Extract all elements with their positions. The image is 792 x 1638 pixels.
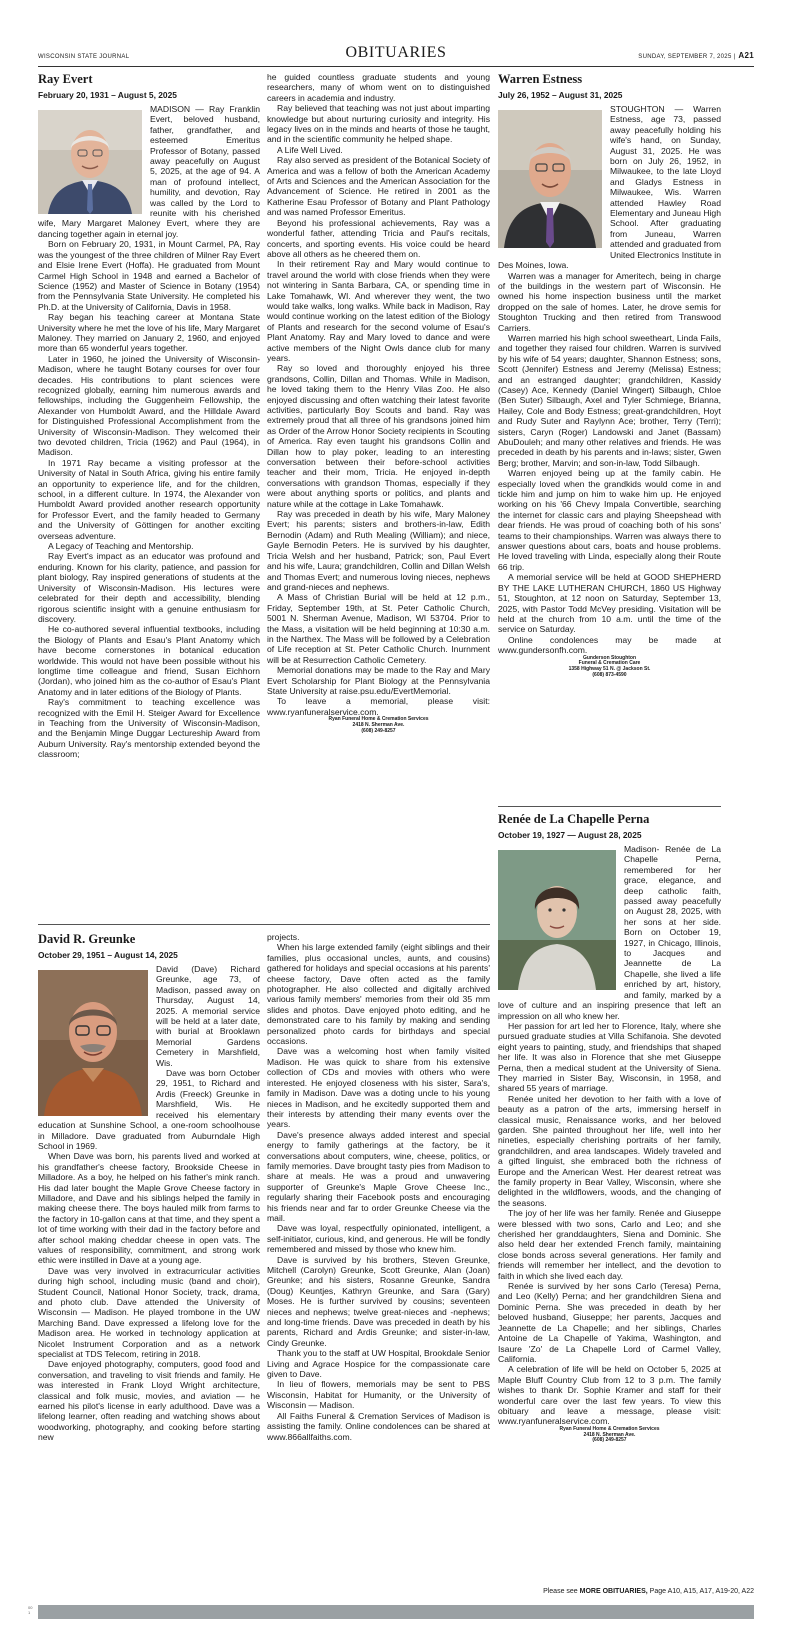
obit-paragraph: Madison- Renée de La Chapelle Perna, remembered for her grace, elegance, and deep catholic faith, passed away peacefully on August 28, 2025, with her sons at her side. Born on October 19, 1927, in Chicago, Illinois, to Jacques and Jeannette de La Chapelle, she lived a life enriched by art, history, and family, marked by a love of culture and an inspiring presence that left an impression on all who knew her. [498, 844, 721, 1021]
obit-greunke-col2 [267, 932, 490, 1582]
footer-prefix: Please see [543, 1588, 578, 1595]
obit-paragraph: MADISON — Ray Franklin Evert, beloved husband, father, grandfather, and esteemed Emeritus Professor of Botany, passed away peacefully on August 5, 2025, at the age of 94. A man of profound intellect, humility, and devotion, Ray was called by the Lord to reunite with his cherished wife, Mary Margaret Maloney Evert, where they are dancing together again in eternal joy. [38, 104, 260, 239]
obit-paragraph: STOUGHTON — Warren Estness, age 73, passed away peacefully holding his wife's hand, on Sunday, August 31, 2025. He was born on July 26, 1952, in Milwaukee, to the late Lloyd and Gladys Estness in Milwaukee, Wis. Warren attended Hawley Road Elementary and Juneau High School. After graduating from Juneau, Warren attended and graduated from United Electronics Institute in Des Moines, Iowa. [498, 104, 721, 271]
obit-perna [498, 812, 721, 1582]
obit-paragraph: Beyond his professional achievements, Ray was a wonderful father, attending Tricia and Paul's recitals, concerts, and sporting events. His voice could be heard above all others as he cheered them on. [267, 217, 490, 259]
obit-greunke-col1 [38, 932, 260, 1582]
obit-paragraph: In lieu of flowers, memorials may be sent to PBS Wisconsin, Habitat for Humanity, or the University of Wisconsin — Madison. [267, 1379, 490, 1411]
section-divider [498, 806, 721, 807]
section-title: OBITUARIES [345, 44, 447, 61]
page-header [38, 44, 754, 67]
obit-paragraph: To leave a memorial, please visit: www.ryanfuneralservice.com. [267, 696, 490, 717]
obit-paragraph: He co-authored several influential textbooks, including the Biology of Plants and Esau's Plant Anatomy which have become cornerstones in botanical education worldwide. This would not have been possible without his longtime time colleague and friend, Susan Eichhorn (Jordan), who joined him as the co-author of Esau's Plant Anatomy and in later editions of the Biology of Plants. [38, 624, 260, 697]
obit-paragraph: Dave was born October 29, 1951, to Richard and Ardis (Freeck) Greunke in Marshfield, Wis. He received his elementary education at Sunshine School, a one-room schoolhouse in Milladore. Dave graduated from Auburndale High School in 1969. [38, 1068, 260, 1151]
obit-evert-col1 [38, 72, 260, 888]
obit-paragraph: Dave's presence always added interest and special energy to family gatherings at the factory, be it conversations about computers, wine, cheese, politics, or family memories. Dave brought tasty pies from Madison to share at meals. He was a proud and unwavering supporter of Greunke's Maple Grove Cheese Inc., regularly sharing their Facebook posts and encouraging his friends near and far to order Greunke Cheese via the mail. [267, 1129, 490, 1223]
obit-paragraph: Ray believed that teaching was not just about imparting knowledge but about nurturing curiosity and integrity. His legacy lives on in the minds and hearts of those he taught, and in the scientific community he helped shape. [267, 103, 490, 145]
page-number: A21 [738, 51, 754, 60]
obit-paragraph: projects. [267, 932, 300, 942]
funeral-home-phone: (608) 249-8257 [592, 1437, 627, 1444]
folio-line: 00 [28, 1605, 33, 1610]
funeral-home-phone: (608) 873-4590 [592, 671, 627, 678]
obit-paragraph: A Mass of Christian Burial will be held at 12 p.m., Friday, September 19th, at St. Peter Catholic Church, 5001 N. Sherman Avenue, Madison, WI 53704. Prior to the Mass, a visitation will be held beginning at 10:30 a.m. in the Narthex. The Mass will be followed by a Celebration of Life reception at St. Peter Catholic Church. Inurnment will be at Resurrection Catholic Cemetery. [267, 592, 490, 665]
funeral-home-address: 1358 Highway 51 N. @ Jackson St. [568, 666, 651, 673]
folio-line: 1 [28, 1610, 31, 1615]
portrait-photo [38, 970, 148, 1116]
obit-dates: October 19, 1927 — August 28, 2025 [498, 830, 642, 840]
obit-paragraph: All Faiths Funeral & Cremation Services of Madison is assisting the family. Online condolences can be shared at www.866allfaiths.com. [267, 1410, 490, 1442]
portrait-photo [498, 110, 602, 248]
obit-paragraph: A Legacy of Teaching and Mentorship. [48, 541, 194, 552]
funeral-home-address: 2418 N. Sherman Ave. [352, 721, 405, 728]
funeral-home-tagline: Funeral & Cremation Care [578, 660, 641, 667]
obit-paragraph: he guided countless graduate students and young researchers, many of whom went on to distinguished careers in academia and industry. [267, 72, 490, 103]
section-divider [38, 924, 490, 925]
obit-paragraph: Dave is survived by his brothers, Steven Greunke, Mitchell (Carolyn) Greunke, Scott Greunke, Alan (Joan) Greunke; and his sisters, Rosanne Greunke, Sandra (Doug) Keuntjes, Kathryn Greunke, and Sara (Gary) Moses. He is further survived by cousins; seventeen nieces and nephews; twelve great-nieces and -nephews; and long-time friends. Dave was preceded in death by his parents, Richard and Ardis Greunke; and sister-in-law, Cindy Greunke. [267, 1254, 490, 1348]
obit-paragraph: Dave was a welcoming host when family visited Madison. He was quick to share from his extensive collection of CDs and movies with others who were interested. He enjoyed closeness with his sister, Sara's, family in Madison. Dave was a doting uncle to his young nieces in Madison, and he excitedly supported them and their interests by attending their many events over the years. [267, 1046, 490, 1130]
obit-paragraph: In 1971 Ray became a visiting professor at the University of Natal in South Africa, giving his entire family an opportunity to experience life, and for the children, school, in a different culture. In 1974, the Alexander von Humboldt Award provided another research opportunity for Professor Evert, and the family headed to Germany and the University of Göttingen for another exciting overseas adventure. [38, 457, 260, 541]
obit-paragraph: Thank you to the staff at UW Hospital, Brookdale Senior Living and Agrace Hospice for the compassionate care given to Dave. [267, 1348, 490, 1380]
obit-paragraph: Her passion for art led her to Florence, Italy, where she pursued graduate studies at Villa Schifanoia. She devoted eight years to painting, study, and friendships that shaped her life. It was also in Florence that she met Giuseppe Perna, then a medical student at the University of Siena. They married in Sister Bay, Wisconsin, in 1958, and shared 55 years of marriage. [498, 1020, 721, 1094]
obit-name: Warren Estness [498, 72, 583, 86]
obit-paragraph: Memorial donations may be made to the Ray and Mary Evert Scholarship for Plant Biology at the Pennsylvania State University at raise.psu.edu/EvertMemorial. [267, 665, 490, 696]
obit-paragraph: Ray also served as president of the Botanical Society of America and was a fellow of both the American Academy of Arts and Sciences and the American Association for the Advancement of Science. He retired in 2001 as the Katherine Esau Professor of Botany and Plant Pathology and was named Professor Emeritus. [267, 155, 490, 218]
funeral-home-name: Ryan Funeral Home & Cremation Services [328, 716, 429, 723]
obit-paragraph: Warren enjoyed being up at the family cabin. He especially loved when the grandkids would come in and tickle him and jump on him to wake him up. He enjoyed working on his '66 Chevy Impala Convertible, searching the internet for classic cars and playing Sheepshead with dear friends. He was proud of coaching both of his sons' teams to their championships. Warren was always there to answer questions about cars, boats and house problems. He loved traveling with Linda, especially along their Route 66 trip. [498, 468, 721, 572]
obit-paragraph: Warren was a manager for Ameritech, being in charge of the buildings in the western part of Wisconsin. He owned his home inspection business until the market dropped on the sale of homes. Later, he drove semis for Stoughton Trucking and then retired from Transwood Carriers. [498, 270, 721, 333]
obit-paragraph: When his large extended family (eight siblings and their families, plus occasional uncles, aunts, and cousins) gathered for holidays and special occasions at his parents' cheese factory, Dave often acted as the family photographer. He also collected and digitally archived various family members' memories from their old 35 mm slides and photos. Dave enjoyed photo editing, and he demonstrated care to his family by making and sending personalized photo cards for birthdays and special occasions. [267, 942, 490, 1047]
obit-dates: February 20, 1931 – August 5, 2025 [38, 90, 177, 100]
obit-paragraph: Renée is survived by her sons Carlo (Teresa) Perna, and Leo (Kelly) Perna; and her grandchildren Siena and Dominic Perna. She was preceded in death by her beloved husband, Giuseppe; her parents, Jacques and Jeannette de La Chapelle; and her siblings, Charles Antoine de La Chapelle of Yakima, Washington, and Isaure 'Zo' de La Chapelle Lord of Carmel Valley, California. [498, 1281, 721, 1364]
footer-label: MORE OBITUARIES, [579, 1588, 648, 1595]
obit-paragraph: When Dave was born, his parents lived and worked at his grandfather's cheese factory, Brookside Cheese in Milladore. As a boy, he helped on his father's mink ranch. His dad later bought the Maple Grove Cheese factory in Milladore, and Dave and his siblings helped the family in making cheese there. The boys hauled milk from farms to the factory in 10-gallon cans at that time, and they spent a lot of time working with their dad in the factory before and after school making cheddar cheese in open vats. The values of responsibility, commitment, and strong work ethic were instilled in Dave at a young age. [38, 1151, 260, 1266]
obit-dates: July 26, 1952 – August 31, 2025 [498, 90, 623, 100]
obit-paragraph: Dave was loyal, respectfully opinionated, intelligent, a self-initiator, curious, kind, and generous. He will be fondly remembered and missed by those who knew him. [267, 1223, 490, 1255]
obit-paragraph: Warren married his high school sweetheart, Linda Fails, and together they raised four children. Warren is survived by his wife of 54 years; daughter, Shannon Estness; sons, Scott (Jennifer) Estness and Jeremy (Melissa) Estness; and an estranged daughter; grandchildren, Kassidy (Casey) Ace, Kennedy (Daniel Wingert) Silbaugh, Chloe (Ben Suter) Silbaugh, Axel and Tyler Schmiege, Brianna, Hailey, Cole and Body Estness; great-grandchildren, Hoyt and Rudy Suter and Raylynn Ace; brother, Terry (Terri); sisters, Caryn (Roger) Landowski and Janet (Bassam) AbuDouleh; and many other relatives and friends. He was preceded in death by his parents and in-laws; sister, Gwen Berg; brother, Marvin; and son-in-law, Todd Silbaugh. [498, 332, 721, 468]
obit-paragraph: Renée united her devotion to her faith with a love of beauty as a patron of the arts, immersing herself in classical music, Renaissance works, and her beloved garden. She painted throughout her life, well into her nineties, especially cherishing portraits of her family, grandchildren, and area landscapes. Widely traveled and a gifted linguist, she embraced both the richness of Europe and the American West. Her dearest retreat was the family property in Bear Valley, Wisconsin, where she delighted in the wildflowers, woods, and the changing of the seasons. [498, 1093, 721, 1208]
obit-paragraph: Ray began his teaching career at Montana State University where he met the love of his life, Mary Margaret Maloney. They married on January 2, 1960, and enjoyed more than 65 wonderful years together. [38, 312, 260, 354]
obit-evert-col2 [267, 72, 490, 888]
obit-paragraph: A Life Well Lived. [277, 144, 343, 155]
funeral-home-notice [498, 656, 721, 679]
obit-paragraph: Ray's commitment to teaching excellence was recognized with the Emil H. Steiger Award for Excellence in Teaching from the University of Wisconsin-Madison, and the Benjamin Minge Duggar Lectureship Award from Auburn University. Ray's mentorship extended beyond the classroom; [38, 697, 260, 760]
footer-bar [38, 1605, 754, 1619]
obit-estness [498, 72, 721, 777]
funeral-home-phone: (608) 249-8257 [361, 727, 396, 734]
funeral-home-name: Gunderson Stoughton [582, 654, 637, 661]
funeral-home-notice [498, 1427, 721, 1444]
more-obituaries-note [543, 1588, 754, 1595]
obit-name: David R. Greunke [38, 932, 136, 946]
funeral-home-address: 2418 N. Sherman Ave. [583, 1431, 636, 1438]
header-date: SUNDAY, SEPTEMBER 7, 2025 [638, 54, 732, 60]
header-separator: | [733, 54, 736, 60]
folio-mark [28, 1605, 32, 1615]
obit-paragraph: The joy of her life was her family. Renée and Giuseppe were blessed with two sons, Carlo and Leo; and she cherished her granddaughters, Siena and Dominic. She also held dear her extended French family, maintaining close bonds across several generations. Her family and friends will remember her intellect, and the devotion to faith in which she lived each day. [498, 1208, 721, 1281]
obit-paragraph: A celebration of life will be held on October 5, 2025 at Maple Bluff Country Club from 12 to 3 p.m. The family wishes to thank Dr. Sophie Kramer and staff for their wonderful care over the last few years. To view this obituary and leave a message, please visit: www.ryanfuneralservice.com. [498, 1364, 721, 1427]
portrait-photo [38, 110, 142, 214]
obit-paragraph: Ray was preceded in death by his wife, Mary Maloney Evert; his parents; sisters and brothers-in-law, Edith Bernodin (Adam) and Ruth Mealing (William); and niece, Gayle Bernodin Peters. He is survived by his daughter, Tricia Welsh and her husband, Patrick; son, Paul Evert and his wife, Laura; grandchildren, Collin and Dillan Welsh and Thomas Evert; and numerous loving nieces, nephews and grand-nieces and nephews. [267, 509, 490, 592]
obit-paragraph: Born on February 20, 1931, in Mount Carmel, PA, Ray was the youngest of the three children of Milner Ray Evert and Elsie Irene Evert (Hoffa). He graduated from Mount Carmel High School in 1948 and earned a Bachelor of Science (1952) and Master of Science in Botany (1954) from the Pennsylvania State University. He completed his Ph.D. at the University of California, Davis in 1958. [38, 239, 260, 312]
obit-paragraph: In their retirement Ray and Mary would continue to travel around the world with close friends when they were not wintering in Santa Barbara, CA, or spending time in Lake Tomahawk, WI. And wherever they went, the two would take walks, long walks. While back in Madison, Ray would continue working on the latest edition of the Biology of Plants and research for the second volume of Esau's Plant Anatomy. Ray and Mary loved to dance and were active members of the Night Owls dance club for many years. [267, 259, 490, 363]
funeral-home-name: Ryan Funeral Home & Cremation Services [559, 1425, 660, 1432]
obit-paragraph: Ray so loved and thoroughly enjoyed his three grandsons, Collin, Dillan and Thomas. While in Madison, he loved taking them to the Henry Vilas Zoo. He also enjoyed discussing and often watching their latest favorite activities, particularly Boy Scouts and band. Ray was extremely proud that all three of his grandsons joined him as Order of the Arrow Honor Society recipients in Scouting of America. Ray even taught his grandsons Collin and Dillan how to play poker, leading to an interesting conversation between their before-school activities teacher and their mom, Tricia. He enjoyed in-depth conversations with grandson Thomas, especially if they were about anything sports or politics, and plants and nature while at the cottage in Lake Tomahawk. [267, 363, 490, 509]
obit-paragraph: Dave was very involved in extracurricular activities during high school, including music (band and choir), Student Council, National Honor Society, track, drama, and photo club. Dave attended the University of Wisconsin — Madison. He played trombone in the UW Marching Band. Dave expressed a lifelong love for the Madison area. He worked in technology application at Nicolet Instrument Corporation and as a network specialist at TDS Telecom, retiring in 2018. [38, 1265, 260, 1360]
obit-name: Renée de La Chapelle Perna [498, 812, 650, 826]
footer-pages: Page A10, A15, A17, A19-20, A22 [649, 1588, 754, 1595]
obit-name: Ray Evert [38, 72, 93, 86]
newspaper-name: WISCONSIN STATE JOURNAL [38, 54, 130, 60]
obit-paragraph: Dave enjoyed photography, computers, good food and conversation, and traveling to visit friends and family. He was interested in Frank Lloyd Wright architecture, classical and folk music, movies, and aviation — he earned his pilot's license in early adulthood. Dave was a lifelong learner, often reading and watching shows about woodworking, photography, and cooking before starting new [38, 1359, 260, 1443]
obit-paragraph: David (Dave) Richard Greunke, age 73, of Madison, passed away on Thursday, August 14, 2025. A memorial service will be held at a later date, with burial at Brooklawn Memorial Gardens Cemetery in Marshfield, Wis. [156, 964, 260, 1068]
obit-dates: October 29, 1951 – August 14, 2025 [38, 950, 178, 960]
obit-paragraph: Online condolences may be made at www.gundersonfh.com. [498, 634, 721, 656]
obit-paragraph: Ray Evert's impact as an educator was profound and enduring. Known for his clarity, patience, and passion for plant biology, Ray inspired generations of students at the University of Wisconsin-Madison. His lectures were celebrated for their depth and accessibility, blending rigorous scientific insight with a genuine enthusiasm for discovery. [38, 551, 260, 624]
portrait-photo [498, 850, 616, 990]
obit-paragraph: A memorial service will be held at GOOD SHEPHERD BY THE LAKE LUTHERAN CHURCH, 1860 US Highway 51, Stoughton, at 12 noon on Saturday, September 13, 2025, with Pastor Todd McVey presiding. Visitation will be held at the church from 10 a.m. until the time of the service on Saturday. [498, 572, 721, 635]
funeral-home-notice [267, 717, 490, 734]
obit-paragraph: Later in 1960, he joined the University of Wisconsin-Madison, where he taught Botany courses for over four decades. His contributions to plant sciences were recognized globally, earning him numerous awards and fellowships, including the Guggenheim Fellowship, the Alexander von Humboldt Award, and the Hilldale Award for Distinguished Professional Accomplishment from the University of Wisconsin-Madison. They welcomed their two devoted children, Tricia (1962) and Paul (1964), in Madison. [38, 353, 260, 458]
